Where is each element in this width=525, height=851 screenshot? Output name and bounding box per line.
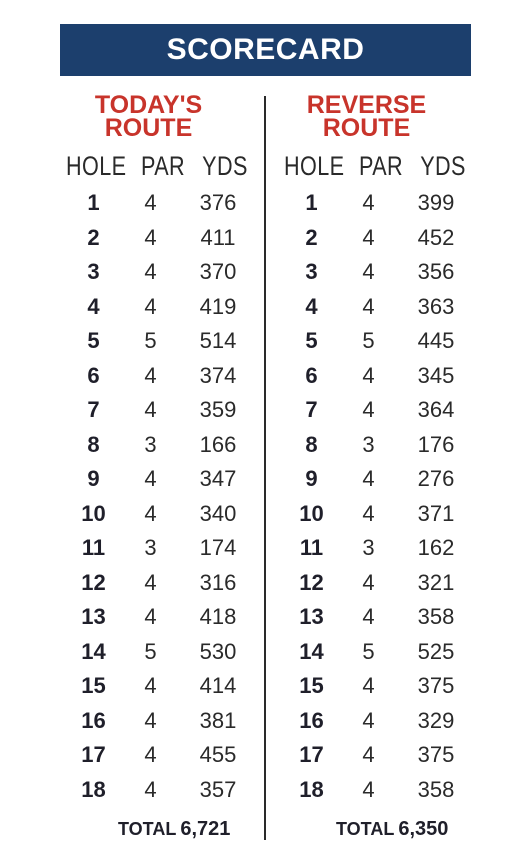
hole-number: 14 bbox=[299, 638, 324, 664]
header-hole: HOLE bbox=[284, 150, 345, 181]
par-value: 4 bbox=[362, 673, 375, 699]
table-row bbox=[66, 462, 256, 497]
hole-number: 8 bbox=[305, 431, 318, 457]
par-value: 4 bbox=[144, 224, 157, 250]
par-value: 4 bbox=[144, 673, 157, 699]
yards-value: 364 bbox=[417, 397, 455, 423]
hole-number: 11 bbox=[299, 535, 324, 561]
yards-value: 414 bbox=[199, 673, 237, 699]
reverse-route-total bbox=[336, 818, 448, 841]
hole-number: 7 bbox=[87, 397, 100, 423]
table-row bbox=[284, 290, 474, 325]
yards-value: 452 bbox=[417, 224, 455, 250]
hole-number: 9 bbox=[87, 466, 100, 492]
hole-number: 13 bbox=[299, 604, 324, 630]
yards-value: 340 bbox=[199, 500, 237, 526]
hole-number: 18 bbox=[81, 776, 106, 802]
table-row bbox=[66, 186, 256, 221]
par-value: 4 bbox=[144, 569, 157, 595]
total-label: TOTAL bbox=[118, 819, 177, 839]
yards-value: 347 bbox=[199, 466, 237, 492]
table-row bbox=[284, 497, 474, 532]
par-value: 4 bbox=[144, 397, 157, 423]
hole-number: 10 bbox=[299, 500, 324, 526]
par-value: 4 bbox=[362, 500, 375, 526]
todays-route-header bbox=[66, 146, 256, 186]
par-value: 5 bbox=[144, 638, 157, 664]
yards-value: 363 bbox=[417, 293, 455, 319]
par-value: 5 bbox=[362, 638, 375, 664]
par-value: 4 bbox=[144, 604, 157, 630]
hole-number: 6 bbox=[305, 362, 318, 388]
yards-value: 419 bbox=[199, 293, 237, 319]
par-value: 4 bbox=[362, 190, 375, 216]
par-value: 4 bbox=[362, 742, 375, 768]
yards-value: 359 bbox=[199, 397, 237, 423]
yards-value: 357 bbox=[199, 776, 237, 802]
hole-number: 10 bbox=[81, 500, 106, 526]
hole-number: 16 bbox=[299, 707, 324, 733]
par-value: 4 bbox=[362, 293, 375, 319]
table-row bbox=[284, 359, 474, 394]
scorecard-title: SCORECARD bbox=[166, 33, 365, 66]
table-row bbox=[284, 635, 474, 670]
par-value: 3 bbox=[362, 535, 375, 561]
todays-route-table bbox=[66, 91, 256, 807]
yards-value: 345 bbox=[417, 362, 455, 388]
reverse-route-title-line1: REVERSE bbox=[306, 91, 427, 119]
yards-value: 356 bbox=[417, 259, 455, 285]
table-row bbox=[66, 738, 256, 773]
table-row bbox=[284, 704, 474, 739]
table-row bbox=[284, 324, 474, 359]
par-value: 3 bbox=[144, 431, 157, 457]
yards-value: 176 bbox=[417, 431, 455, 457]
todays-route-title-line1: TODAY'S bbox=[94, 91, 203, 119]
total-value: 6,721 bbox=[180, 818, 231, 840]
hole-number: 4 bbox=[87, 293, 100, 319]
par-value: 4 bbox=[144, 707, 157, 733]
table-row bbox=[66, 359, 256, 394]
column-divider bbox=[264, 96, 266, 840]
table-row bbox=[284, 221, 474, 256]
hole-number: 12 bbox=[299, 569, 324, 595]
table-row bbox=[66, 669, 256, 704]
yards-value: 174 bbox=[199, 535, 237, 561]
todays-route-title-line2: ROUTE bbox=[104, 114, 193, 142]
hole-number: 5 bbox=[87, 328, 100, 354]
par-value: 4 bbox=[144, 259, 157, 285]
hole-number: 17 bbox=[81, 742, 106, 768]
table-row bbox=[66, 635, 256, 670]
header-par: PAR bbox=[140, 150, 185, 181]
header-par: PAR bbox=[358, 150, 403, 181]
par-value: 4 bbox=[362, 604, 375, 630]
todays-route-rows bbox=[66, 186, 256, 807]
table-row bbox=[284, 186, 474, 221]
table-row bbox=[284, 462, 474, 497]
table-row bbox=[66, 497, 256, 532]
par-value: 3 bbox=[362, 431, 375, 457]
hole-number: 15 bbox=[299, 673, 324, 699]
yards-value: 375 bbox=[417, 673, 455, 699]
table-row bbox=[284, 428, 474, 463]
hole-number: 15 bbox=[81, 673, 106, 699]
table-row bbox=[66, 773, 256, 808]
hole-number: 14 bbox=[81, 638, 106, 664]
yards-value: 381 bbox=[199, 707, 237, 733]
par-value: 5 bbox=[144, 328, 157, 354]
table-row bbox=[66, 531, 256, 566]
hole-number: 17 bbox=[299, 742, 324, 768]
yards-value: 514 bbox=[199, 328, 237, 354]
par-value: 4 bbox=[362, 259, 375, 285]
hole-number: 5 bbox=[305, 328, 318, 354]
total-value: 6,350 bbox=[398, 818, 449, 840]
hole-number: 1 bbox=[305, 190, 318, 216]
table-row bbox=[284, 669, 474, 704]
yards-value: 276 bbox=[417, 466, 455, 492]
total-label: TOTAL bbox=[336, 819, 395, 839]
reverse-route-header bbox=[284, 146, 474, 186]
yards-value: 370 bbox=[199, 259, 237, 285]
hole-number: 9 bbox=[305, 466, 318, 492]
par-value: 4 bbox=[144, 293, 157, 319]
reverse-route-table bbox=[284, 91, 474, 807]
par-value: 4 bbox=[144, 500, 157, 526]
yards-value: 530 bbox=[199, 638, 237, 664]
hole-number: 7 bbox=[305, 397, 318, 423]
table-row bbox=[66, 600, 256, 635]
hole-number: 16 bbox=[81, 707, 106, 733]
hole-number: 18 bbox=[299, 776, 324, 802]
todays-route-total bbox=[118, 818, 230, 841]
table-row bbox=[284, 773, 474, 808]
table-row bbox=[66, 290, 256, 325]
hole-number: 2 bbox=[87, 224, 100, 250]
yards-value: 371 bbox=[417, 500, 455, 526]
table-row bbox=[66, 393, 256, 428]
yards-value: 321 bbox=[417, 569, 455, 595]
par-value: 4 bbox=[362, 466, 375, 492]
hole-number: 1 bbox=[87, 190, 100, 216]
par-value: 4 bbox=[362, 569, 375, 595]
yards-value: 358 bbox=[417, 604, 455, 630]
yards-value: 358 bbox=[417, 776, 455, 802]
yards-value: 399 bbox=[417, 190, 455, 216]
par-value: 4 bbox=[144, 190, 157, 216]
yards-value: 376 bbox=[199, 190, 237, 216]
yards-value: 166 bbox=[199, 431, 237, 457]
hole-number: 4 bbox=[305, 293, 318, 319]
yards-value: 418 bbox=[199, 604, 237, 630]
table-row bbox=[284, 600, 474, 635]
yards-value: 329 bbox=[417, 707, 455, 733]
hole-number: 6 bbox=[87, 362, 100, 388]
par-value: 4 bbox=[144, 742, 157, 768]
par-value: 4 bbox=[144, 466, 157, 492]
yards-value: 316 bbox=[199, 569, 237, 595]
yards-value: 162 bbox=[417, 535, 455, 561]
yards-value: 375 bbox=[417, 742, 455, 768]
hole-number: 8 bbox=[87, 431, 100, 457]
yards-value: 455 bbox=[199, 742, 237, 768]
hole-number: 13 bbox=[81, 604, 106, 630]
par-value: 4 bbox=[362, 707, 375, 733]
table-row bbox=[284, 393, 474, 428]
header-hole: HOLE bbox=[66, 150, 127, 181]
reverse-route-rows bbox=[284, 186, 474, 807]
yards-value: 525 bbox=[417, 638, 455, 664]
par-value: 4 bbox=[362, 362, 375, 388]
table-row bbox=[66, 428, 256, 463]
par-value: 3 bbox=[144, 535, 157, 561]
reverse-route-title-line2: ROUTE bbox=[322, 114, 411, 142]
par-value: 4 bbox=[144, 362, 157, 388]
yards-value: 411 bbox=[200, 224, 236, 250]
yards-value: 374 bbox=[199, 362, 237, 388]
table-row bbox=[66, 221, 256, 256]
scorecard-banner bbox=[60, 24, 471, 76]
table-row bbox=[66, 704, 256, 739]
hole-number: 3 bbox=[305, 259, 318, 285]
par-value: 4 bbox=[362, 776, 375, 802]
par-value: 4 bbox=[144, 776, 157, 802]
reverse-route-title bbox=[284, 91, 449, 142]
table-row bbox=[284, 255, 474, 290]
hole-number: 12 bbox=[81, 569, 106, 595]
table-row bbox=[66, 566, 256, 601]
todays-route-title bbox=[66, 91, 231, 142]
table-row bbox=[66, 324, 256, 359]
header-yds: YDS bbox=[202, 150, 248, 181]
table-row bbox=[284, 531, 474, 566]
par-value: 4 bbox=[362, 397, 375, 423]
table-row bbox=[284, 566, 474, 601]
header-yds: YDS bbox=[420, 150, 466, 181]
par-value: 5 bbox=[362, 328, 375, 354]
hole-number: 3 bbox=[87, 259, 100, 285]
yards-value: 445 bbox=[417, 328, 455, 354]
table-row bbox=[66, 255, 256, 290]
table-row bbox=[284, 738, 474, 773]
hole-number: 11 bbox=[81, 535, 106, 561]
par-value: 4 bbox=[362, 224, 375, 250]
hole-number: 2 bbox=[305, 224, 318, 250]
